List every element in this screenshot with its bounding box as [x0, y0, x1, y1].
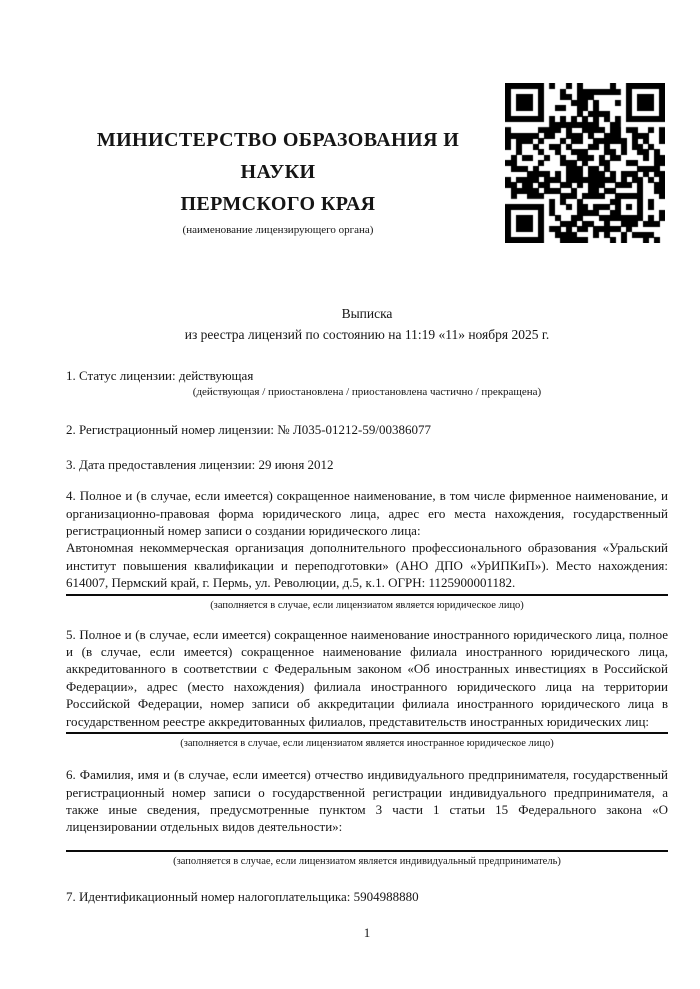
ministry-name [66, 124, 490, 220]
document-title-line2: из реестра лицензий по состоянию на 11:19 «11» ноября 2025 г. [184, 327, 550, 342]
item-6-fill-line [66, 850, 668, 852]
item-1-license-status [66, 367, 668, 399]
ministry-note: (наименование лицензирующего органа) [182, 224, 374, 236]
document-title [66, 303, 668, 345]
document-body [66, 303, 668, 941]
item-5-text: 5. Полное и (в случае, если имеется) сокращенное наименование иностранного юридического лица, полное и (в случае, если имеется) сокращенное наименование филиала иностранного юридического лица, аккредитованного в соответствии с Федеральным законом «Об иностранных инвестициях в Российской Федерации», адрес (место нахождения) филиала иностранного юридического лица на территории Российской Федерации, номер записи об аккредитации филиала иностранного юридического лица в государственном реестре аккредитованных филиалов, представительств иностранных юридических лиц: [66, 626, 668, 729]
item-2-registration-number [66, 421, 668, 438]
item-4-legal-entity [66, 487, 668, 611]
qr-code-image [505, 83, 665, 243]
document-title-line1: Выписка [341, 306, 393, 321]
items-list [66, 367, 668, 941]
item-7-taxpayer-number [66, 888, 668, 905]
item-3-text: 3. Дата предоставления лицензии: 29 июня 2012 [66, 456, 334, 472]
item-4-fill-line [66, 594, 668, 596]
item-6-text: 6. Фамилия, имя и (в случае, если имеется) отчество индивидуального предпринимателя, государственный регистрационный номер записи о государственной регистрации индивидуального предпринимателя, а также иные сведения, предусмотренные пунктом 3 части 1 статьи 15 Федерального закона «О лицензировании отдельных видов деятельности»: [66, 767, 668, 835]
item-5-foreign-entity [66, 626, 668, 750]
item-1-note: (действующая / приостановлена / приостановлена частично / прекращена) [192, 386, 542, 399]
item-5-fill-line [66, 732, 668, 734]
item-6-individual-entrepreneur [66, 766, 668, 868]
page-number: 1 [363, 925, 371, 941]
item-5-caption: (заполняется в случае, если лицензиатом является иностранное юридическое лицо) [180, 738, 554, 750]
item-3-license-date [66, 456, 668, 473]
qr-code [505, 83, 665, 243]
ministry-name-line2: ПЕРМСКОГО КРАЯ [180, 193, 376, 215]
item-4-text: 4. Полное и (в случае, если имеется) сокращенное наименование, в том числе фирменное наименование, и организационно-правовая форма юридического лица, адрес его места нахождения, государственный регистрационный номер записи о создании юридического лица: [66, 488, 668, 539]
item-2-text: 2. Регистрационный номер лицензии: № Л035-01212-59/00386077 [66, 422, 432, 438]
item-6-caption: (заполняется в случае, если лицензиатом является индивидуальный предприниматель) [173, 855, 561, 867]
item-4-caption: (заполняется в случае, если лицензиатом является юридическое лицо) [210, 599, 524, 611]
ministry-header [66, 124, 490, 237]
item-1-text: 1. Статус лицензии: действующая [66, 368, 254, 383]
item-7-text: 7. Идентификационный номер налогоплательщика: 5904988880 [66, 888, 419, 904]
item-4-value: Автономная некоммерческая организация дополнительного профессионального образования «Уральский институт повышения квалификации и переподготовки» (АНО ДПО «УрИПКиП»). Место нахождения: 614007, Пермский край, г. Пермь, ул. Революции, д.5, к.1. ОГРН: 1125900001182. [66, 540, 668, 591]
ministry-name-line1: МИНИСТЕРСТВО ОБРАЗОВАНИЯ И НАУКИ [96, 129, 460, 183]
